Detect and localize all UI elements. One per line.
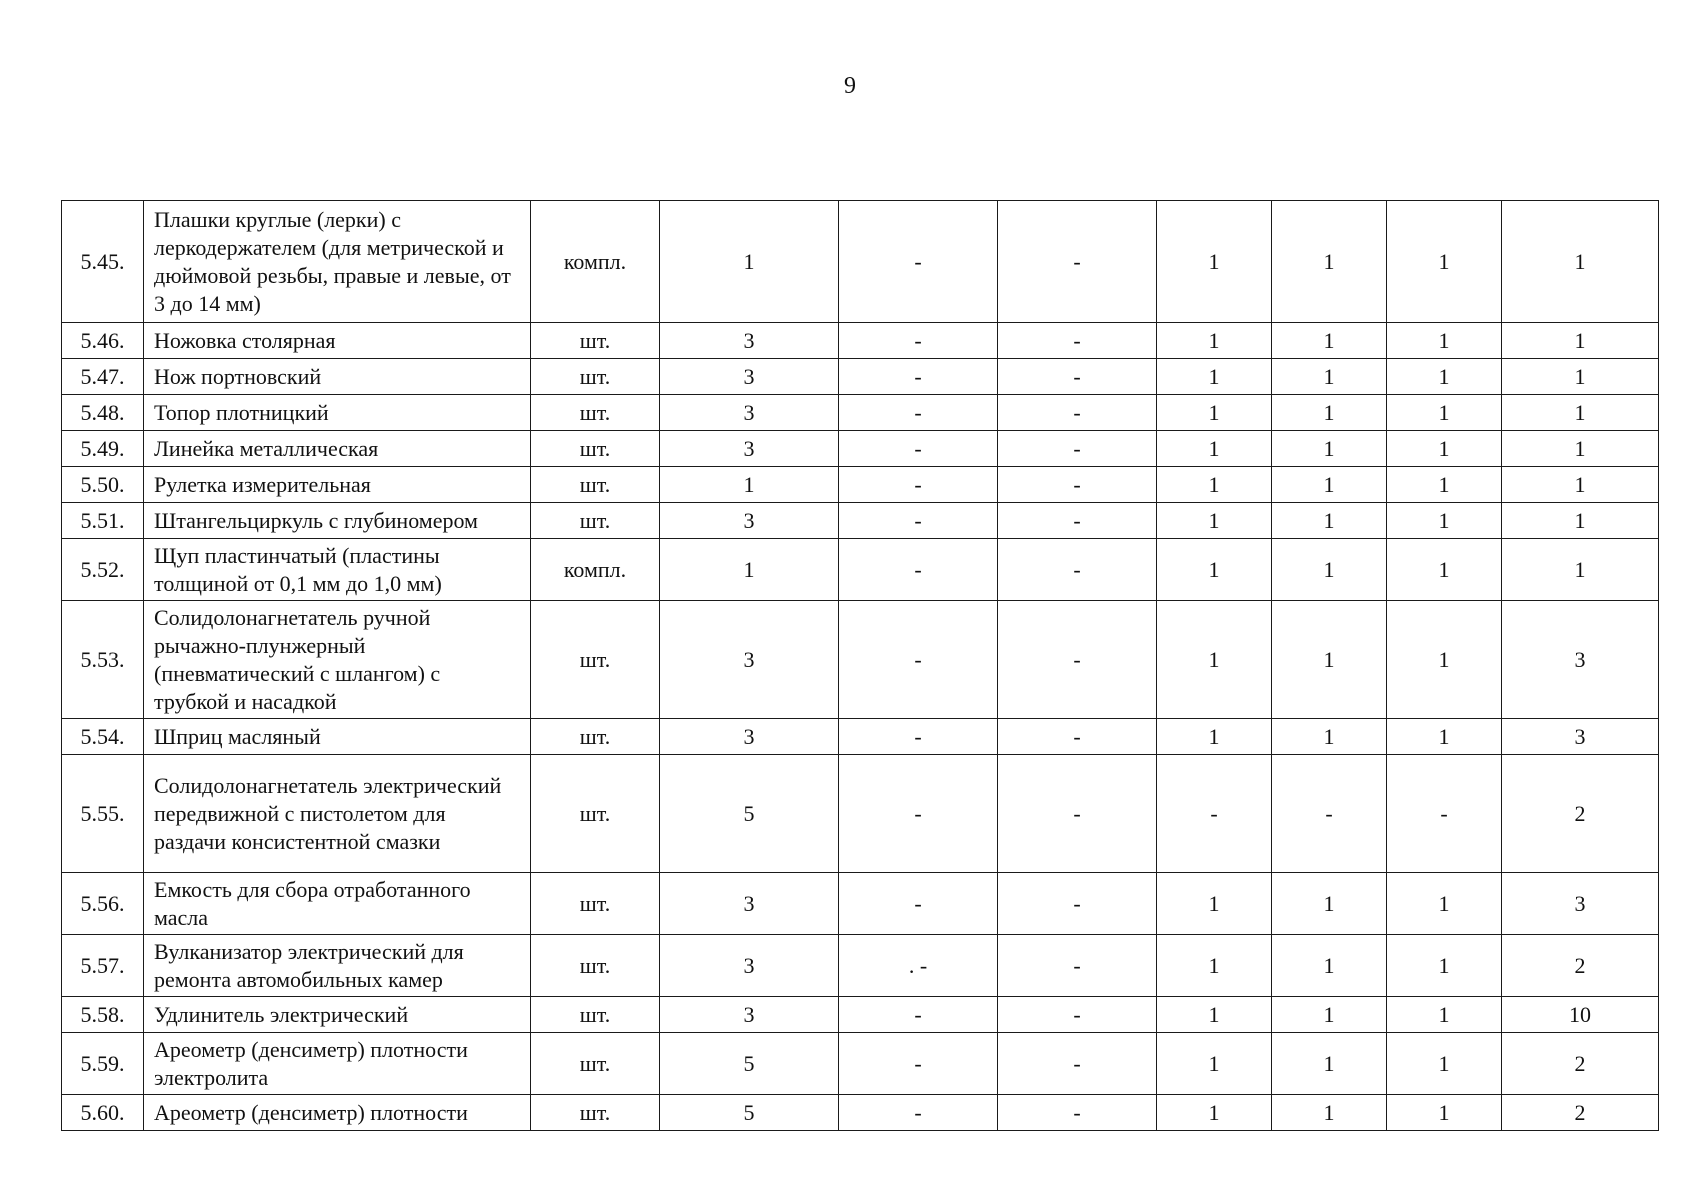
quantity-cell-7: 1 xyxy=(1502,395,1659,431)
quantity-cell-7: 2 xyxy=(1502,1095,1659,1131)
quantity-cell-4: 1 xyxy=(1157,431,1272,467)
item-number-cell: 5.54. xyxy=(62,719,144,755)
unit-cell: компл. xyxy=(531,539,660,601)
quantity-cell-2: - xyxy=(839,1095,998,1131)
table-row xyxy=(62,395,1659,431)
quantity-cell-2: - xyxy=(839,1033,998,1095)
item-name-cell: Удлинитель электрический xyxy=(144,997,531,1033)
unit-cell: шт. xyxy=(531,323,660,359)
quantity-cell-1: 3 xyxy=(660,719,839,755)
quantity-cell-5: 1 xyxy=(1272,359,1387,395)
quantity-cell-3: - xyxy=(998,395,1157,431)
quantity-cell-6: 1 xyxy=(1387,601,1502,719)
item-name-cell: Емкость для сбора отработанного масла xyxy=(144,873,531,935)
item-number-cell: 5.56. xyxy=(62,873,144,935)
table-row xyxy=(62,359,1659,395)
quantity-cell-5: 1 xyxy=(1272,1095,1387,1131)
quantity-cell-7: 1 xyxy=(1502,201,1659,323)
quantity-cell-1: 3 xyxy=(660,935,839,997)
item-name-cell: Ареометр (денсиметр) плотности xyxy=(144,1095,531,1131)
quantity-cell-4: 1 xyxy=(1157,873,1272,935)
quantity-cell-5: 1 xyxy=(1272,873,1387,935)
table-row xyxy=(62,873,1659,935)
quantity-cell-1: 3 xyxy=(660,997,839,1033)
quantity-cell-1: 3 xyxy=(660,359,839,395)
item-number-cell: 5.50. xyxy=(62,467,144,503)
quantity-cell-1: 3 xyxy=(660,395,839,431)
quantity-cell-2: - xyxy=(839,601,998,719)
item-number-cell: 5.57. xyxy=(62,935,144,997)
item-name-cell: Солидолонагнетатель ручной рычажно-плунжерный (пневматический с шлангом) с трубкой и насадкой xyxy=(144,601,531,719)
quantity-cell-1: 5 xyxy=(660,755,839,873)
quantity-cell-3: - xyxy=(998,323,1157,359)
quantity-cell-2: - xyxy=(839,431,998,467)
quantity-cell-5: 1 xyxy=(1272,1033,1387,1095)
quantity-cell-7: 1 xyxy=(1502,359,1659,395)
quantity-cell-7: 1 xyxy=(1502,503,1659,539)
table-row xyxy=(62,1095,1659,1131)
quantity-cell-3: - xyxy=(998,1095,1157,1131)
quantity-cell-5: 1 xyxy=(1272,719,1387,755)
item-name-cell: Линейка металлическая xyxy=(144,431,531,467)
item-name-cell: Плашки круглые (лерки) с леркодержателем (для метрической и дюймовой резьбы, правые и левые, от 3 до 14 мм) xyxy=(144,201,531,323)
item-number-cell: 5.49. xyxy=(62,431,144,467)
unit-cell: шт. xyxy=(531,935,660,997)
quantity-cell-3: - xyxy=(998,539,1157,601)
quantity-cell-4: 1 xyxy=(1157,539,1272,601)
quantity-cell-2: - xyxy=(839,323,998,359)
quantity-cell-6: 1 xyxy=(1387,935,1502,997)
quantity-cell-5: 1 xyxy=(1272,431,1387,467)
item-number-cell: 5.52. xyxy=(62,539,144,601)
table-row xyxy=(62,431,1659,467)
quantity-cell-5: 1 xyxy=(1272,539,1387,601)
item-number-cell: 5.46. xyxy=(62,323,144,359)
unit-cell: компл. xyxy=(531,201,660,323)
quantity-cell-3: - xyxy=(998,503,1157,539)
item-number-cell: 5.60. xyxy=(62,1095,144,1131)
quantity-cell-2: - xyxy=(839,539,998,601)
quantity-cell-6: 1 xyxy=(1387,539,1502,601)
table-row xyxy=(62,323,1659,359)
quantity-cell-3: - xyxy=(998,1033,1157,1095)
quantity-cell-4: 1 xyxy=(1157,1033,1272,1095)
quantity-cell-4: 1 xyxy=(1157,1095,1272,1131)
item-name-cell: Ножовка столярная xyxy=(144,323,531,359)
quantity-cell-4: 1 xyxy=(1157,201,1272,323)
quantity-cell-1: 5 xyxy=(660,1033,839,1095)
quantity-cell-3: - xyxy=(998,935,1157,997)
item-name-cell: Штангельциркуль с глубиномером xyxy=(144,503,531,539)
quantity-cell-2: - xyxy=(839,755,998,873)
quantity-cell-2: - xyxy=(839,719,998,755)
quantity-cell-7: 2 xyxy=(1502,755,1659,873)
quantity-cell-6: 1 xyxy=(1387,395,1502,431)
unit-cell: шт. xyxy=(531,601,660,719)
quantity-cell-7: 1 xyxy=(1502,539,1659,601)
table-row xyxy=(62,467,1659,503)
quantity-cell-4: 1 xyxy=(1157,395,1272,431)
quantity-cell-2: - xyxy=(839,359,998,395)
quantity-cell-7: 3 xyxy=(1502,601,1659,719)
quantity-cell-7: 3 xyxy=(1502,873,1659,935)
table-row xyxy=(62,539,1659,601)
item-name-cell: Топор плотницкий xyxy=(144,395,531,431)
quantity-cell-1: 3 xyxy=(660,431,839,467)
table-row xyxy=(62,935,1659,997)
quantity-cell-6: 1 xyxy=(1387,201,1502,323)
page-number: 9 xyxy=(844,73,856,99)
quantity-cell-6: 1 xyxy=(1387,1095,1502,1131)
quantity-cell-6: 1 xyxy=(1387,323,1502,359)
item-number-cell: 5.58. xyxy=(62,997,144,1033)
table-row xyxy=(62,503,1659,539)
unit-cell: шт. xyxy=(531,395,660,431)
quantity-cell-1: 1 xyxy=(660,467,839,503)
quantity-cell-4: 1 xyxy=(1157,467,1272,503)
quantity-cell-1: 3 xyxy=(660,601,839,719)
quantity-cell-3: - xyxy=(998,601,1157,719)
quantity-cell-4: 1 xyxy=(1157,601,1272,719)
quantity-cell-3: - xyxy=(998,997,1157,1033)
table-row xyxy=(62,997,1659,1033)
unit-cell: шт. xyxy=(531,503,660,539)
quantity-cell-4: 1 xyxy=(1157,323,1272,359)
quantity-cell-7: 1 xyxy=(1502,323,1659,359)
quantity-cell-2: - xyxy=(839,503,998,539)
unit-cell: шт. xyxy=(531,431,660,467)
quantity-cell-5: 1 xyxy=(1272,323,1387,359)
item-number-cell: 5.47. xyxy=(62,359,144,395)
table-row xyxy=(62,719,1659,755)
item-number-cell: 5.48. xyxy=(62,395,144,431)
item-number-cell: 5.53. xyxy=(62,601,144,719)
unit-cell: шт. xyxy=(531,1095,660,1131)
table-row xyxy=(62,601,1659,719)
quantity-cell-2: - xyxy=(839,997,998,1033)
quantity-cell-5: 1 xyxy=(1272,935,1387,997)
quantity-cell-3: - xyxy=(998,467,1157,503)
quantity-cell-6: 1 xyxy=(1387,359,1502,395)
item-name-cell: Рулетка измерительная xyxy=(144,467,531,503)
quantity-cell-3: - xyxy=(998,719,1157,755)
unit-cell: шт. xyxy=(531,467,660,503)
quantity-cell-2: - xyxy=(839,467,998,503)
item-name-cell: Нож портновский xyxy=(144,359,531,395)
quantity-cell-5: 1 xyxy=(1272,201,1387,323)
item-name-cell: Вулканизатор электрический для ремонта автомобильных камер xyxy=(144,935,531,997)
quantity-cell-4: 1 xyxy=(1157,935,1272,997)
quantity-cell-2: - xyxy=(839,873,998,935)
quantity-cell-4: 1 xyxy=(1157,503,1272,539)
quantity-cell-2: - xyxy=(839,395,998,431)
unit-cell: шт. xyxy=(531,1033,660,1095)
quantity-cell-3: - xyxy=(998,873,1157,935)
quantity-cell-5: - xyxy=(1272,755,1387,873)
item-number-cell: 5.51. xyxy=(62,503,144,539)
quantity-cell-4: 1 xyxy=(1157,719,1272,755)
unit-cell: шт. xyxy=(531,719,660,755)
quantity-cell-7: 2 xyxy=(1502,1033,1659,1095)
unit-cell: шт. xyxy=(531,997,660,1033)
equipment-table-body xyxy=(62,201,1659,1131)
quantity-cell-6: 1 xyxy=(1387,997,1502,1033)
quantity-cell-5: 1 xyxy=(1272,601,1387,719)
quantity-cell-7: 3 xyxy=(1502,719,1659,755)
quantity-cell-7: 1 xyxy=(1502,431,1659,467)
quantity-cell-6: 1 xyxy=(1387,1033,1502,1095)
quantity-cell-1: 5 xyxy=(660,1095,839,1131)
table-row xyxy=(62,755,1659,873)
quantity-cell-5: 1 xyxy=(1272,503,1387,539)
quantity-cell-5: 1 xyxy=(1272,997,1387,1033)
item-number-cell: 5.55. xyxy=(62,755,144,873)
quantity-cell-4: - xyxy=(1157,755,1272,873)
quantity-cell-6: 1 xyxy=(1387,431,1502,467)
quantity-cell-1: 1 xyxy=(660,539,839,601)
item-number-cell: 5.59. xyxy=(62,1033,144,1095)
quantity-cell-1: 3 xyxy=(660,503,839,539)
quantity-cell-3: - xyxy=(998,359,1157,395)
equipment-table xyxy=(61,200,1659,1131)
quantity-cell-7: 2 xyxy=(1502,935,1659,997)
quantity-cell-7: 10 xyxy=(1502,997,1659,1033)
quantity-cell-1: 3 xyxy=(660,323,839,359)
quantity-cell-6: 1 xyxy=(1387,503,1502,539)
quantity-cell-6: 1 xyxy=(1387,873,1502,935)
quantity-cell-7: 1 xyxy=(1502,467,1659,503)
quantity-cell-4: 1 xyxy=(1157,359,1272,395)
item-name-cell: Ареометр (денсиметр) плотности электролита xyxy=(144,1033,531,1095)
unit-cell: шт. xyxy=(531,755,660,873)
unit-cell: шт. xyxy=(531,359,660,395)
item-name-cell: Щуп пластинчатый (пластины толщиной от 0,1 мм до 1,0 мм) xyxy=(144,539,531,601)
table-row xyxy=(62,1033,1659,1095)
quantity-cell-1: 3 xyxy=(660,873,839,935)
quantity-cell-3: - xyxy=(998,755,1157,873)
unit-cell: шт. xyxy=(531,873,660,935)
quantity-cell-6: 1 xyxy=(1387,719,1502,755)
item-name-cell: Шприц масляный xyxy=(144,719,531,755)
quantity-cell-2: . - xyxy=(839,935,998,997)
quantity-cell-4: 1 xyxy=(1157,997,1272,1033)
quantity-cell-1: 1 xyxy=(660,201,839,323)
quantity-cell-6: - xyxy=(1387,755,1502,873)
quantity-cell-6: 1 xyxy=(1387,467,1502,503)
quantity-cell-5: 1 xyxy=(1272,395,1387,431)
quantity-cell-3: - xyxy=(998,431,1157,467)
quantity-cell-3: - xyxy=(998,201,1157,323)
item-number-cell: 5.45. xyxy=(62,201,144,323)
table-row xyxy=(62,201,1659,323)
quantity-cell-5: 1 xyxy=(1272,467,1387,503)
quantity-cell-2: - xyxy=(839,201,998,323)
item-name-cell: Солидолонагнетатель электрический передвижной с пистолетом для раздачи консистентной смазки xyxy=(144,755,531,873)
